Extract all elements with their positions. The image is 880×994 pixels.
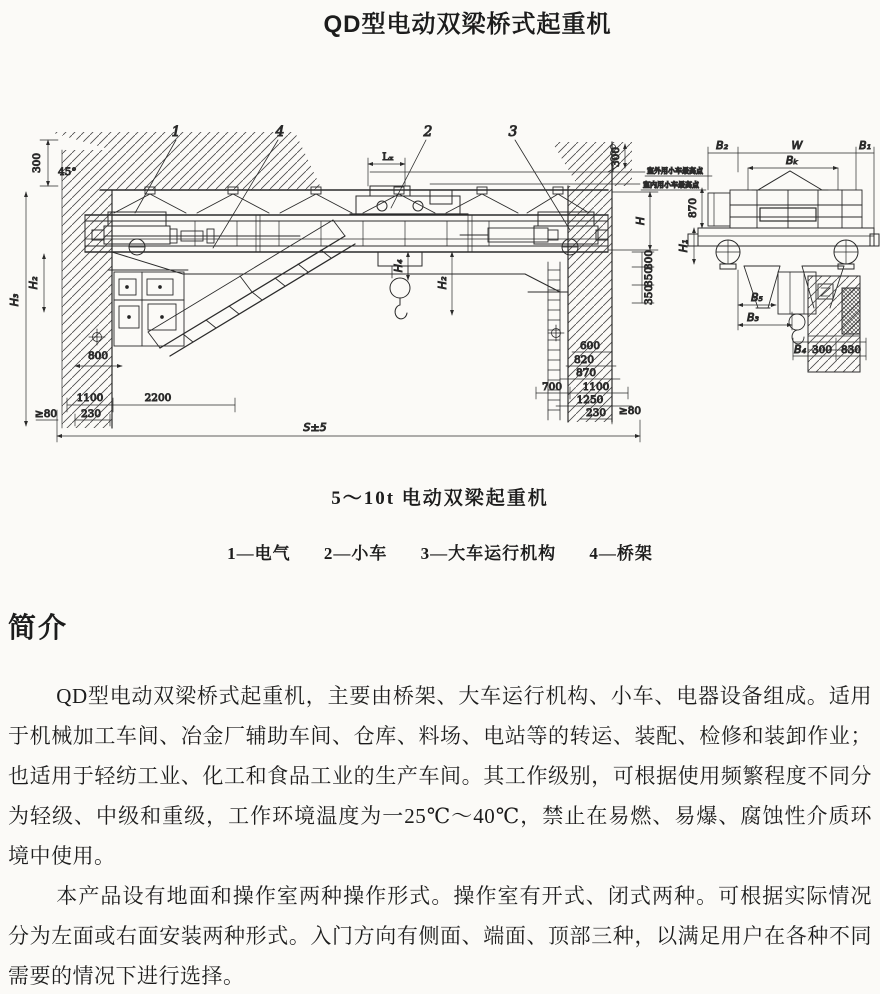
side-end-view — [677, 139, 879, 372]
side-end-carriage — [688, 228, 879, 269]
callout-1: 1 — [171, 124, 181, 140]
side-cab-roof — [752, 171, 828, 190]
note-outdoor-trolley-highest-point: 室外用小车最高点 — [647, 167, 703, 175]
dim-1100: 1100 — [76, 392, 104, 404]
dim-ge80-right: ≥80 — [618, 405, 642, 417]
intro-text — [8, 676, 872, 994]
page-title: QD型电动双梁桥式起重机 — [323, 11, 612, 38]
note-indoor-trolley-highest-point: 室内用小车最高点 — [643, 181, 699, 189]
dim-830-side: 830 — [840, 344, 862, 356]
callout-3: 3 — [508, 124, 518, 140]
dim-b1: B₁ — [859, 139, 871, 152]
callout-4: 4 — [275, 124, 285, 140]
dim-230-right: 230 — [585, 407, 607, 419]
dim-1250: 1250 — [576, 394, 604, 406]
callout-2: 2 — [423, 124, 433, 140]
dim-stack-300: 300 — [643, 249, 655, 271]
dim-w: W — [791, 139, 803, 152]
dim-stack-350a: 350 — [643, 266, 655, 288]
dim-800: 800 — [87, 350, 109, 362]
dim-2200: 2200 — [144, 392, 172, 404]
drive-shaft — [105, 228, 558, 243]
dim-right-300: 300 — [610, 146, 622, 168]
dim-h2-mid: H₂ — [436, 276, 449, 290]
legend-item-trolley: 2—小车 — [323, 544, 388, 563]
dim-b5: B₅ — [751, 291, 763, 304]
dim-lx: Lₓ — [382, 151, 394, 163]
dim-h1: H₁ — [677, 239, 690, 253]
dim-b2: B₂ — [716, 139, 728, 152]
figure-caption: 5～10t 电动双梁起重机 — [331, 488, 549, 509]
legend-item-electrical: 1—电气 — [227, 544, 291, 563]
dim-870: 870 — [575, 367, 597, 379]
dim-span: S±5 — [303, 421, 327, 434]
dim-b4: B₄ — [794, 343, 806, 356]
side-column — [808, 276, 860, 372]
dim-300-side: 300 — [811, 344, 833, 356]
intro-paragraph-1: QD型电动双梁桥式起重机，主要由桥架、大车运行机构、小车、电器设备组成。适用于机械加工车间、冶金厂辅助车间、仓库、料场、电站等的转运、装配、检修和装卸作业；也适用于轻纺工业、化工和食品工业的生产车间。其工作级别，可根据使用频繁程度不同分为轻级、中级和重级，工作环境温度为一25℃～40℃，禁止在易燃、易爆、腐蚀性介质环境中使用。 — [8, 684, 872, 868]
dim-700: 700 — [541, 381, 563, 393]
dim-left-300: 300 — [31, 152, 43, 174]
dim-h3: H₃ — [8, 293, 21, 307]
dim-1100b: 1100 — [582, 381, 610, 393]
legend-item-travel-mechanism: 3—大车运行机构 — [420, 544, 557, 563]
dim-stack-350b: 350 — [643, 284, 655, 306]
side-bridge-section — [708, 190, 862, 228]
figure-legend — [0, 539, 880, 564]
wall-ladder — [548, 262, 560, 420]
operator-cab — [108, 270, 188, 346]
dim-870-side: 870 — [687, 197, 699, 219]
dim-h: H — [634, 216, 647, 226]
crane-technical-drawing — [0, 0, 880, 470]
dim-bk: Bₖ — [785, 154, 799, 167]
dim-b3: B₃ — [747, 311, 759, 324]
dim-820: 820 — [573, 354, 595, 366]
roof-truss-hangers — [114, 187, 589, 213]
hook-center-marks — [89, 325, 564, 345]
intro-paragraph-2: 本产品设有地面和操作室两种操作形式。操作室有开式、闭式两种。可根据实际情况分为左面或右面安装两种形式。入门方向有侧面、端面、顶部三种，以满足用户在各种不同需要的情况下进行选择。 — [8, 884, 872, 988]
dim-h4: H₄ — [392, 259, 405, 273]
dim-ge80-left: ≥80 — [34, 408, 58, 420]
dim-600: 600 — [579, 340, 601, 352]
section-heading: 简介 — [8, 612, 69, 643]
staircase — [148, 220, 355, 356]
bridge-girder — [85, 215, 608, 292]
legend-item-bridge-frame: 4—桥架 — [589, 544, 653, 563]
dim-h2-left: H₂ — [27, 276, 40, 290]
front-elevation-view — [8, 124, 712, 442]
dim-angle-45: 45° — [58, 166, 77, 178]
dim-230-left: 230 — [80, 408, 102, 420]
